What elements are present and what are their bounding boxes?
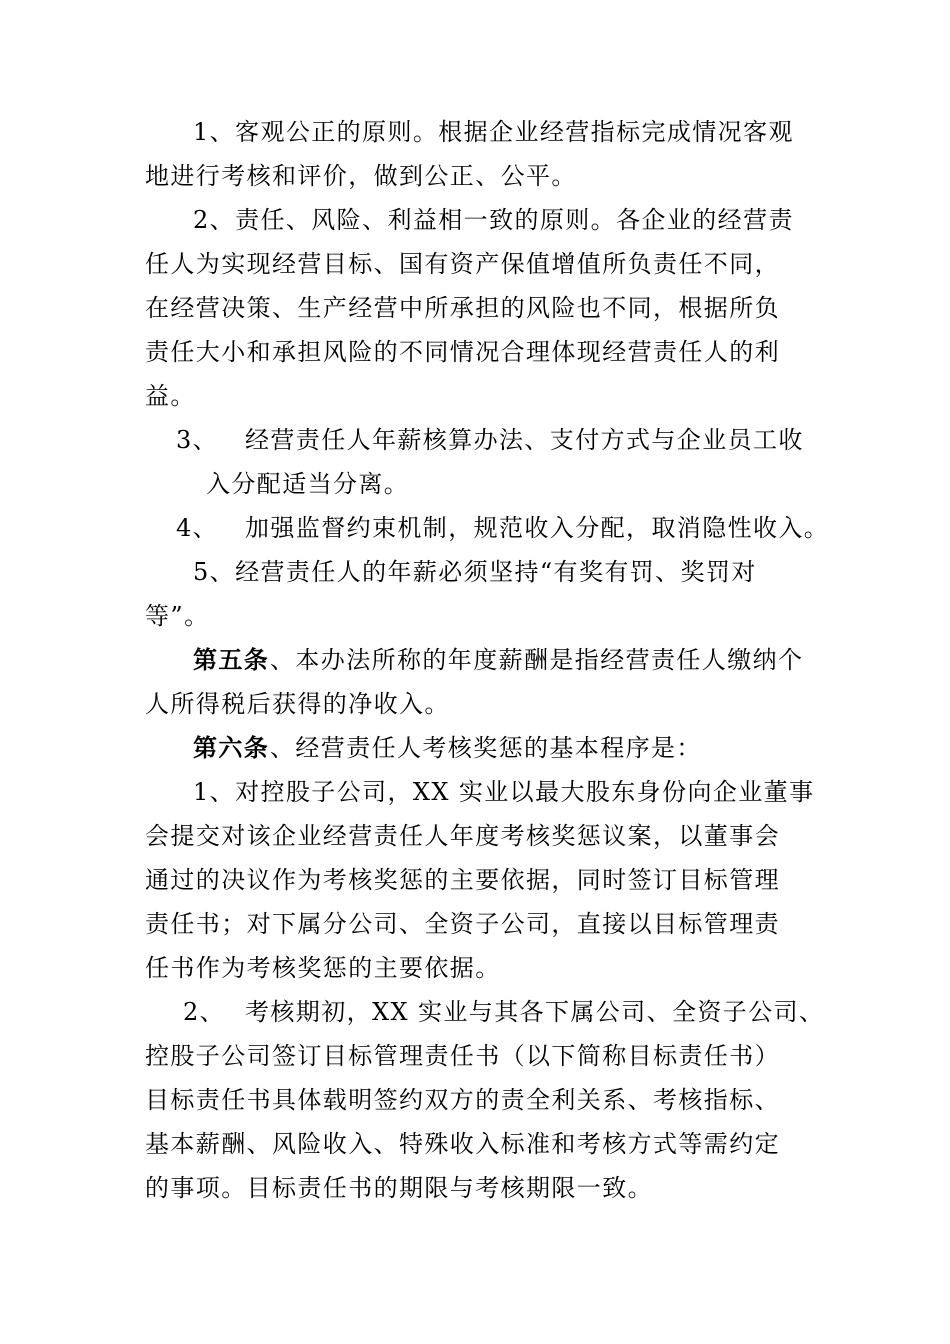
text-line: 1、客观公正的原则。根据企业经营指标完成情况客观 [193, 118, 794, 146]
text-line: 责任大小和承担风险的不同情况合理体现经营责任人的利 [145, 338, 780, 366]
text-line: 基本薪酬、风险收入、特殊收入标准和考核方式等需约定 [145, 1130, 780, 1158]
text-line: 地进行考核和评价，做到公正、公平。 [145, 162, 577, 190]
text-line: 责任书；对下属分公司、全资子公司，直接以目标管理责 [145, 910, 780, 938]
text-line: 益。 [145, 382, 196, 410]
article-heading: 第五条 [193, 645, 270, 674]
text-line: 控股子公司签订目标管理责任书（以下简称目标责任书） [145, 1042, 780, 1070]
list-number: 3、 [176, 426, 219, 454]
text-line: 入分配适当分离。 [206, 470, 410, 498]
list-number: 2、 [183, 998, 226, 1026]
text-line: 考核期初，XX 实业与其各下属公司、全资子公司、 [245, 998, 825, 1026]
text-line: 经营责任人年薪核算办法、支付方式与企业员工收 [245, 426, 804, 454]
text-line: 加强监督约束机制，规范收入分配，取消隐性收入。 [245, 514, 830, 542]
text-line: 等”。 [145, 602, 210, 630]
article-heading: 第六条 [193, 733, 270, 762]
text-line: 在经营决策、生产经营中所承担的风险也不同，根据所负 [145, 294, 780, 322]
text-line: 、经营责任人考核奖惩的基本程序是： [270, 734, 702, 762]
list-number: 4、 [176, 514, 219, 542]
text-line: 的事项。目标责任书的期限与考核期限一致。 [145, 1174, 653, 1202]
text-line: 5、经营责任人的年薪必须坚持“有奖有罚、奖罚对 [193, 558, 757, 586]
text-line: 1、对控股子公司，XX 实业以最大股东身份向企业董事 [193, 778, 815, 806]
text-line: 会提交对该企业经营责任人年度考核奖惩议案，以董事会 [145, 822, 780, 850]
text-line: 目标责任书具体载明签约双方的责全利关系、考核指标、 [145, 1086, 780, 1114]
text-line: 任书作为考核奖惩的主要依据。 [145, 954, 501, 982]
text-line: 2、责任、风险、利益相一致的原则。各企业的经营责 [193, 206, 794, 234]
text-line: 任人为实现经营目标、国有资产保值增值所负责任不同， [145, 250, 780, 278]
text-line: 、本办法所称的年度薪酬是指经营责任人缴纳个 [270, 646, 804, 674]
text-line: 通过的决议作为考核奖惩的主要依据，同时签订目标管理 [145, 866, 780, 894]
text-line: 人所得税后获得的净收入。 [145, 690, 450, 718]
